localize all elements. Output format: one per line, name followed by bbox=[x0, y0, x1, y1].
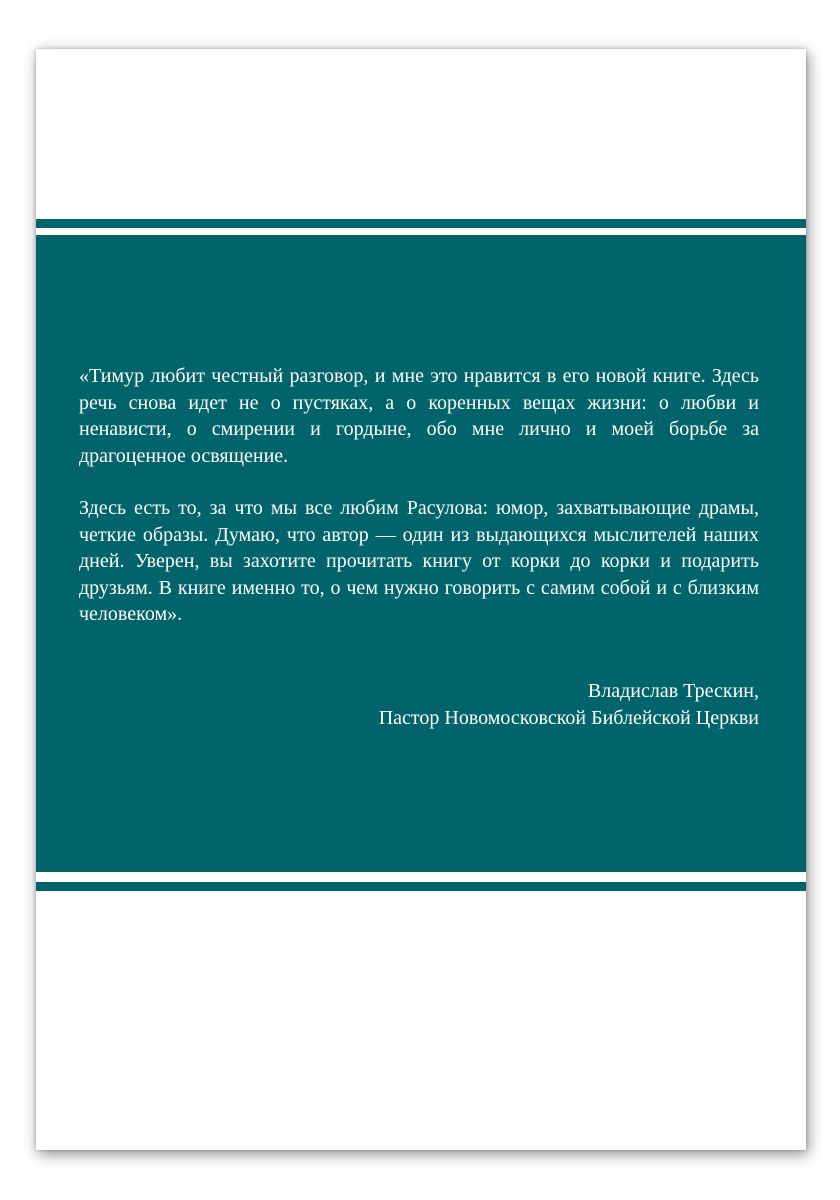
quote-attribution bbox=[379, 678, 759, 731]
top-accent-stripe bbox=[36, 219, 806, 228]
author-name: Владислав Трескин, bbox=[587, 680, 759, 702]
testimonial-panel bbox=[36, 235, 806, 872]
quote-paragraph-1: «Тимур любит честный разговор, и мне это нравится в его новой книге. Здесь речь снова идет не о пустяках, а о коренных вещах жизни: о любви и ненависти, о смирении и гордыне, обо мне лично и моей борьбе за драгоценное освящение. bbox=[79, 365, 759, 467]
author-title: Пастор Новомосковской Библейской Церкви bbox=[378, 706, 759, 729]
book-back-cover bbox=[36, 49, 806, 1150]
bottom-accent-stripe bbox=[36, 882, 806, 891]
quote-paragraph-2: Здесь есть то, за что мы все любим Расулова: юмор, захватывающие драмы, четкие образы. Думаю, что автор — один из выдающихся мыслителей наших дней. Уверен, вы захотите прочитать книгу от корки до корки и подарить друзьям. В книге именно то, о чем нужно говорить с самим собой и с близким человеком». bbox=[79, 497, 759, 625]
testimonial-quote bbox=[79, 363, 759, 628]
